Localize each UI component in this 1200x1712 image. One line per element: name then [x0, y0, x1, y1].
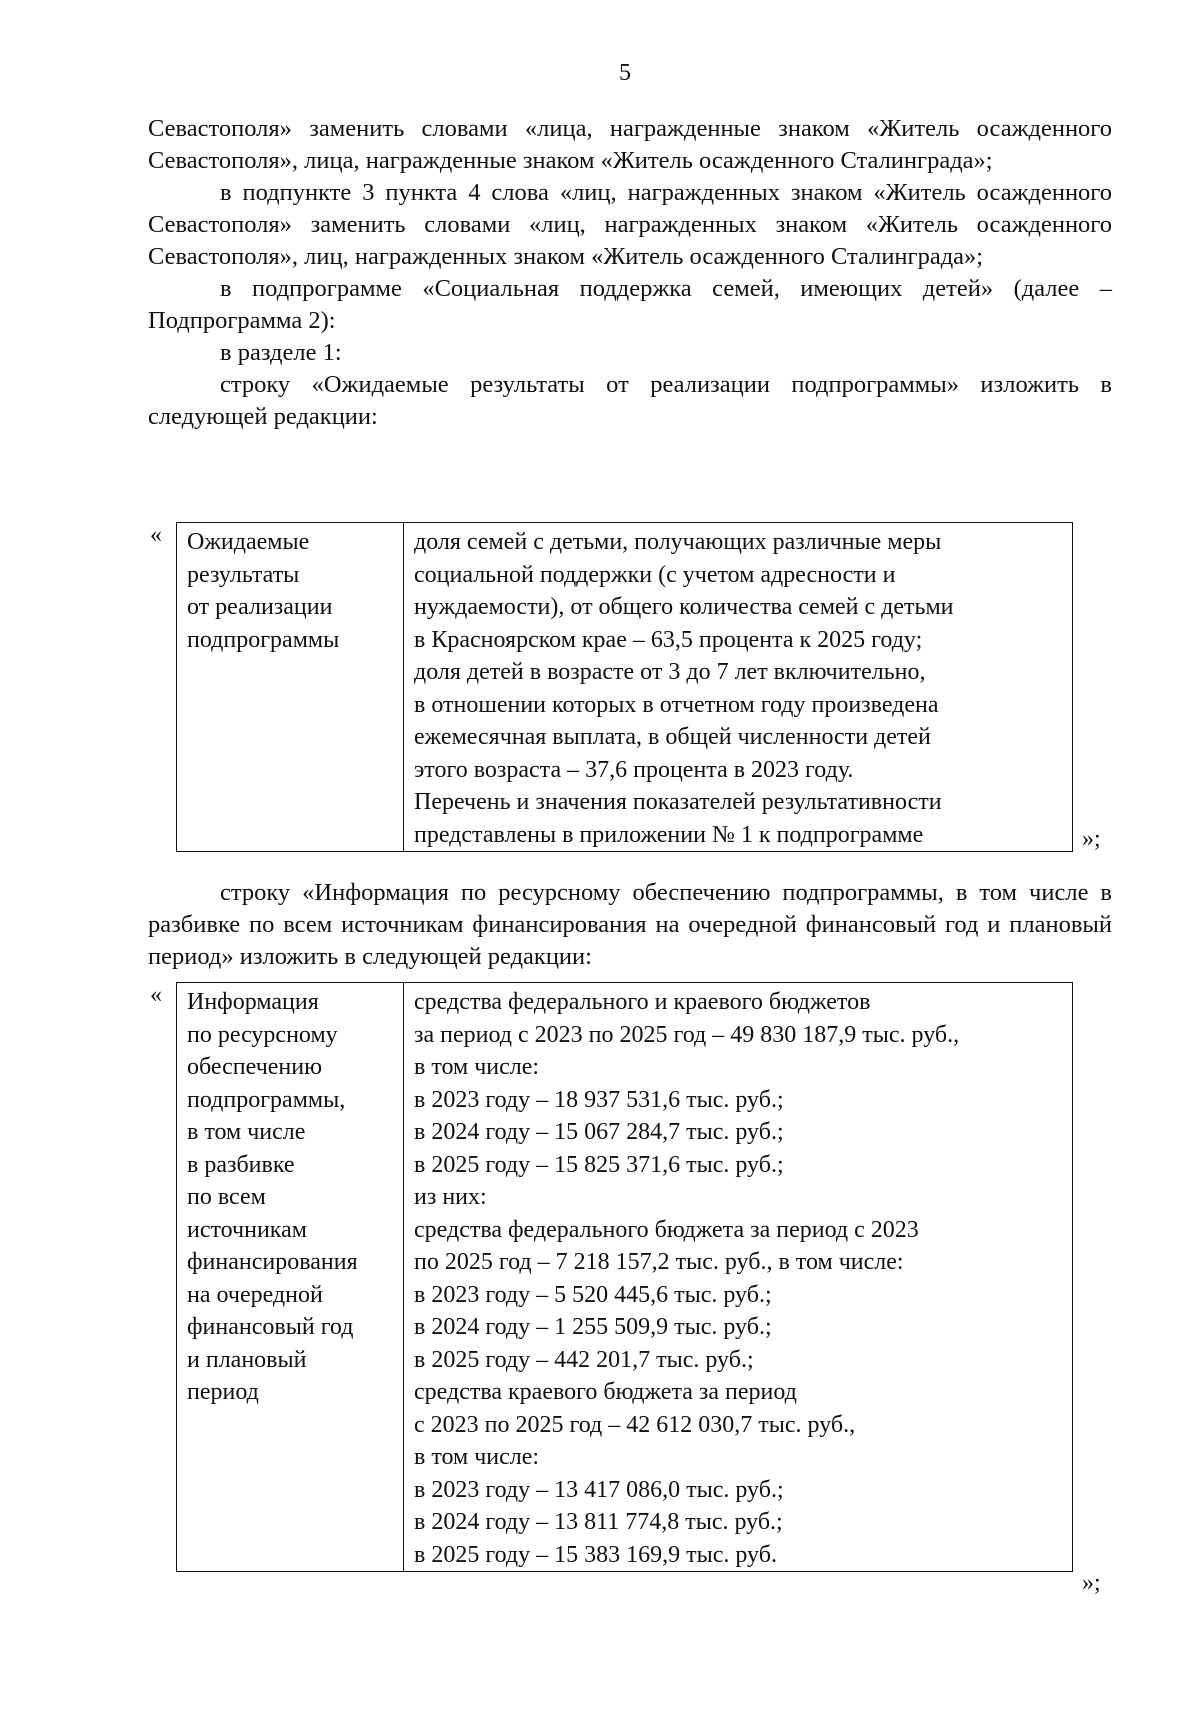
resource-provision-value-cell	[404, 983, 1073, 1572]
right-cell-line: представлены в приложении № 1 к подпрограмме	[414, 821, 924, 848]
left-cell-line: период	[187, 1379, 259, 1405]
right-cell-line: доля детей в возрасте от 3 до 7 лет включительно,	[414, 659, 926, 685]
right-cell-line: с 2023 по 2025 год – 42 612 030,7 тыс. руб.,	[414, 1411, 856, 1438]
right-cell-line: в Красноярском крае – 63,5 процента к 2025 году;	[414, 626, 923, 653]
right-cell-line: средства краевого бюджета за период	[414, 1379, 797, 1405]
left-cell-line: и плановый	[187, 1346, 307, 1373]
text-block-top	[148, 113, 1112, 433]
right-cell-line: социальной поддержки (с учетом адресности и	[414, 561, 896, 588]
left-cell-line: по ресурсному	[187, 1021, 338, 1048]
left-cell-line: финансирования	[187, 1249, 358, 1275]
right-cell-line: в 2023 году – 13 417 086,0 тыс. руб.;	[414, 1476, 784, 1503]
expected-results-label-cell	[177, 523, 404, 852]
right-cell-line: доля семей с детьми, получающих различные меры	[414, 529, 942, 555]
paragraph: в подпункте 3 пункта 4 слова «лиц, награжденных знаком «Житель осажденного Севастополя» заменить словами «лиц, награжденных знаком «Житель осажденного Севастополя», лиц, награжденных знаком «Житель осажденного Сталинграда»;	[148, 179, 1112, 270]
right-cell-line: в 2025 году – 442 201,7 тыс. руб.;	[414, 1346, 754, 1373]
left-cell-line: обеспечению	[187, 1054, 323, 1080]
left-cell-line: результаты	[187, 561, 300, 588]
right-cell-line: средства федерального и краевого бюджетов	[414, 989, 871, 1015]
left-cell-line: подпрограммы	[187, 626, 340, 653]
table2-close-quote: »;	[1082, 1570, 1101, 1596]
left-cell-line: источникам	[187, 1216, 307, 1243]
right-cell-line: Перечень и значения показателей результативности	[414, 789, 942, 815]
left-cell-line: Информация	[187, 989, 319, 1015]
paragraph: в разделе 1:	[220, 339, 342, 366]
right-cell-line: в 2025 году – 15 825 371,6 тыс. руб.;	[414, 1151, 784, 1178]
table1-open-quote: «	[150, 522, 162, 548]
right-cell-line: в 2024 году – 15 067 284,7 тыс. руб.;	[414, 1119, 784, 1145]
right-cell-line: из них:	[414, 1184, 487, 1210]
paragraph: строку «Ожидаемые результаты от реализации подпрограммы» изложить в следующей редакции:	[148, 371, 1112, 430]
right-cell-line: средства федерального бюджета за период с 2023	[414, 1216, 919, 1243]
right-cell-line: в 2023 году – 18 937 531,6 тыс. руб.;	[414, 1086, 784, 1113]
expected-results-value-cell	[404, 523, 1073, 852]
expected-results-table	[176, 522, 1073, 852]
right-cell-line: ежемесячная выплата, в общей численности детей	[414, 724, 931, 750]
left-cell-line: подпрограммы,	[187, 1086, 346, 1113]
left-cell-line: по всем	[187, 1184, 266, 1210]
left-cell-line: финансовый год	[187, 1314, 354, 1340]
paragraph: в подпрограмме «Социальная поддержка семей, имеющих детей» (далее – Подпрограмма 2):	[148, 275, 1112, 334]
right-cell-line: в отношении которых в отчетном году произведена	[414, 691, 939, 718]
table2-open-quote: «	[150, 982, 162, 1008]
right-cell-line: в 2025 году – 15 383 169,9 тыс. руб.	[414, 1541, 777, 1568]
left-cell-line: Ожидаемые	[187, 529, 310, 555]
left-cell-line: на очередной	[187, 1281, 323, 1308]
page-number: 5	[619, 60, 631, 86]
right-cell-line: в том числе:	[414, 1444, 540, 1470]
paragraph: строку «Информация по ресурсному обеспечению подпрограммы, в том числе в разбивке по всем источникам финансирования на очередной финансовый год и плановый период» изложить в следующей редакции:	[148, 879, 1112, 970]
resource-provision-table	[176, 982, 1073, 1572]
left-cell-line: в том числе	[187, 1119, 306, 1145]
right-cell-line: в 2023 году – 5 520 445,6 тыс. руб.;	[414, 1281, 772, 1308]
right-cell-line: в 2024 году – 1 255 509,9 тыс. руб.;	[414, 1314, 772, 1340]
right-cell-line: по 2025 год – 7 218 157,2 тыс. руб., в том числе:	[414, 1249, 904, 1275]
right-cell-line: нуждаемости), от общего количества семей с детьми	[414, 594, 954, 620]
resource-provision-label-cell	[177, 983, 404, 1572]
right-cell-line: за период с 2023 по 2025 год – 49 830 187,9 тыс. руб.,	[414, 1021, 960, 1048]
left-cell-line: в разбивке	[187, 1151, 295, 1178]
right-cell-line: в 2024 году – 13 811 774,8 тыс. руб.;	[414, 1509, 783, 1535]
text-block-middle	[148, 877, 1112, 973]
paragraph: Севастополя» заменить словами «лица, награжденные знаком «Житель осажденного Севастополя», лица, награжденные знаком «Житель осажденного Сталинграда»;	[148, 115, 1112, 174]
table1-close-quote: »;	[1082, 826, 1101, 852]
left-cell-line: от реализации	[187, 594, 333, 620]
right-cell-line: этого возраста – 37,6 процента в 2023 году.	[414, 756, 854, 783]
right-cell-line: в том числе:	[414, 1054, 540, 1080]
